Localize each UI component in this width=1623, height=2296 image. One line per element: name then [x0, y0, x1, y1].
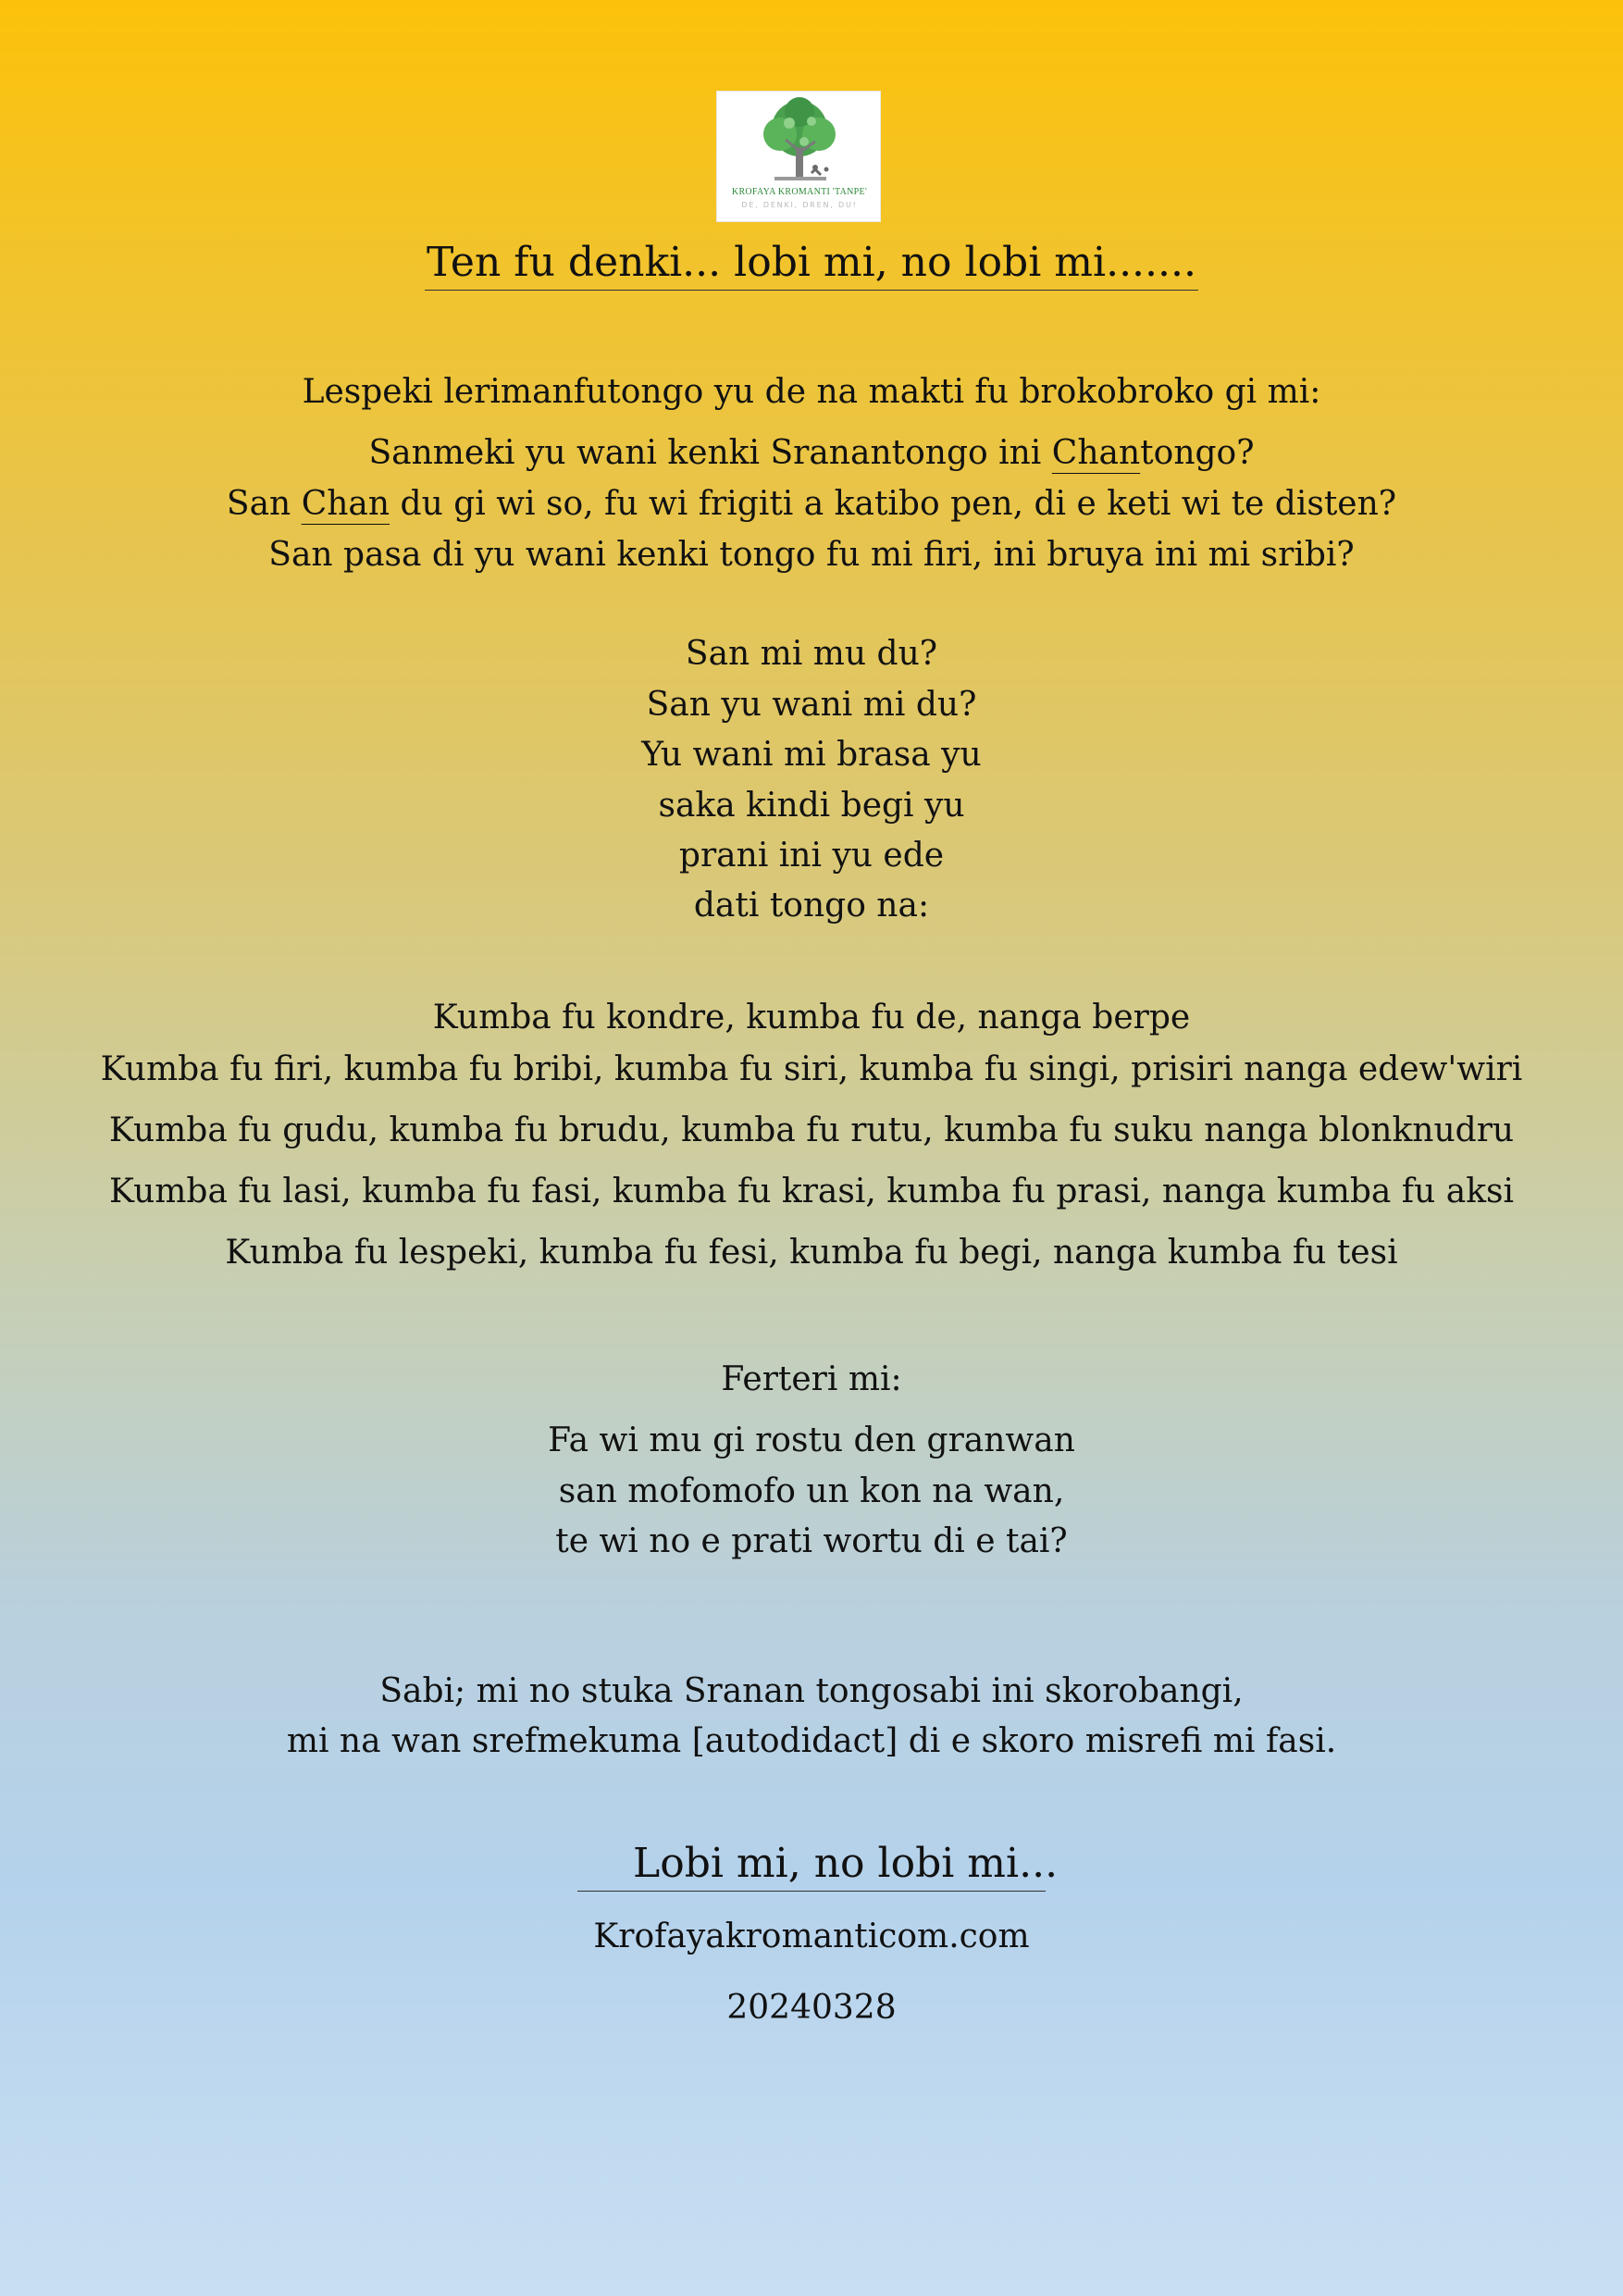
page-title: [0, 239, 1623, 291]
question-line: San yu wani mi du?: [646, 686, 977, 724]
tree-logo-icon: [752, 95, 847, 186]
ferteri-heading: Ferteri mi:: [721, 1360, 902, 1398]
intro-line-2-end: tongo?: [1140, 434, 1255, 472]
closing-title: [0, 1840, 1623, 1892]
logo: [716, 91, 881, 222]
chan-underlined-word: Chan: [301, 485, 390, 523]
kumba-line: Kumba fu gudu, kumba fu brudu, kumba fu rutu, kumba fu suku nanga blonknudru: [108, 1111, 1515, 1149]
website-text: Krofayakromanticom.com: [593, 1917, 1030, 1955]
question-line: San mi mu du?: [685, 635, 938, 673]
kumba-line: Kumba fu firi, kumba fu bribi, kumba fu siri, kumba fu singi, prisiri nanga edew'wiri: [100, 1050, 1523, 1088]
page-title-text: Ten fu denki... lobi mi, no lobi mi.......: [425, 239, 1198, 291]
chan-underlined-word: Chan: [1051, 434, 1141, 472]
sabi-line: Sabi; mi no stuka Sranan tongosabi ini skorobangi,: [379, 1672, 1244, 1710]
intro-line-3-end: du gi wi so, fu wi frigiti a katibo pen, di e keti wi te disten?: [390, 485, 1397, 523]
kumba-line: Kumba fu lasi, kumba fu fasi, kumba fu krasi, kumba fu prasi, nanga kumba fu aksi: [108, 1173, 1514, 1210]
intro-line-3: [0, 485, 1623, 523]
intro-line-2-start: Sanmeki yu wani kenki Sranantongo ini: [368, 434, 1052, 472]
intro-line-2: [0, 434, 1623, 472]
ferteri-line: te wi no e prati wortu di e tai?: [555, 1522, 1068, 1560]
intro-line-4: San pasa di yu wani kenki tongo fu mi firi, ini bruya ini mi sribi?: [268, 536, 1355, 574]
intro-line-1: Lespeki lerimanfutongo yu de na makti fu brokobroko gi mi:: [302, 373, 1321, 411]
question-line: dati tongo na:: [693, 887, 930, 925]
kumba-line: Kumba fu lespeki, kumba fu fesi, kumba fu begi, nanga kumba fu tesi: [225, 1234, 1398, 1272]
intro-line-3-start: San: [226, 485, 302, 523]
ferteri-line: san mofomofo un kon na wan,: [558, 1472, 1065, 1510]
question-line: saka kindi begi yu: [658, 787, 965, 825]
question-line: prani ini yu ede: [678, 837, 945, 875]
question-line: Yu wani mi brasa yu: [641, 736, 982, 774]
ferteri-line: Fa wi mu gi rostu den granwan: [548, 1421, 1075, 1459]
date-text: 20240328: [726, 1989, 897, 2027]
logo-brand-text: KROFAYA KROMANTI 'TANPE': [731, 187, 868, 197]
logo-tagline: DE, DENKI, DREN, DU!: [741, 201, 858, 209]
sabi-line: mi na wan srefmekuma [autodidact] di e skoro misrefi mi fasi.: [286, 1722, 1337, 1760]
closing-title-text: Lobi mi, no lobi mi...: [577, 1840, 1046, 1892]
kumba-line: Kumba fu kondre, kumba fu de, nanga berpe: [432, 999, 1191, 1036]
